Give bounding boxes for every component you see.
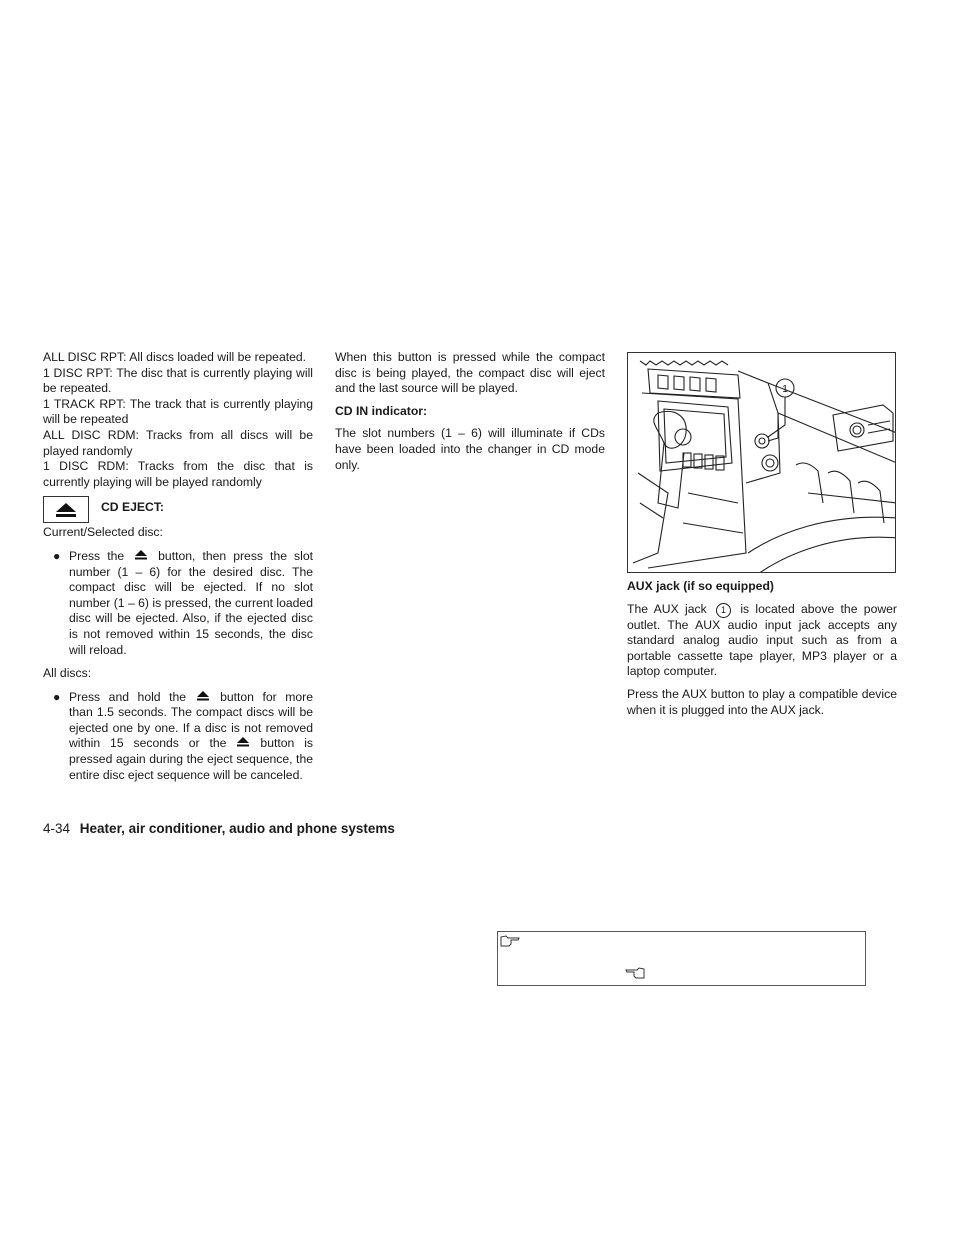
figure-callout: 1	[782, 384, 788, 395]
aux-button-paragraph: Press the AUX button to play a compatible device when it is plugged into the AUX jack.	[627, 686, 897, 717]
column-right	[627, 352, 897, 718]
section-title: Heater, air conditioner, audio and phone systems	[79, 821, 395, 836]
reference-box	[497, 931, 866, 986]
column-left	[43, 350, 313, 783]
bullet-icon: ●	[53, 689, 61, 704]
mode-line-all-disc-rpt: ALL DISC RPT: All discs loaded will be repeated.	[43, 350, 307, 364]
aux-jack-paragraph: The AUX jack 1 is located above the power outlet. The AUX audio input jack accepts any standard analog audio input such as from a portable cassette tape player, MP3 player or a laptop computer.	[627, 601, 897, 679]
list-item: ● Press and hold the button for more than 1.5 seconds. The compact discs will be ejected one by one. If a disc is not removed within 15 seconds or the button is pressed again during the eject sequence, the entire disc eject sequence will be canceled.	[53, 689, 313, 782]
cd-in-paragraph: The slot numbers (1 – 6) will illuminate if CDs have been loaded into the changer in CD mode only.	[335, 426, 605, 472]
all-discs-label: All discs:	[43, 666, 92, 681]
eject-icon	[124, 549, 158, 565]
current-disc-list	[43, 549, 313, 658]
eject-icon	[226, 736, 260, 752]
all-discs-list	[43, 690, 313, 784]
cd-eject-heading-row	[43, 496, 313, 523]
pointing-hand-left-icon	[625, 966, 645, 985]
page-footer	[43, 821, 395, 837]
aux-jack-illustration	[627, 352, 896, 573]
eject-icon	[43, 496, 89, 523]
cd-eject-heading: CD EJECT:	[101, 500, 164, 515]
list-item: ● Press the button, then press the slot number (1 – 6) for the desired disc. The compact disc will be ejected. If no slot number (1 – 6) is pressed, the current loaded disc will be ejected. Also, if the ejected disc is not removed within 15 seconds, the disc will reload.	[53, 548, 313, 657]
pointing-hand-right-icon	[500, 934, 520, 953]
current-disc-label: Current/Selected disc:	[43, 525, 163, 540]
column-middle	[335, 350, 605, 473]
mode-line-1-track-rpt: 1 TRACK RPT: The track that is currently playing will be repeated	[43, 396, 313, 427]
figure-caption: AUX jack (if so equipped)	[627, 579, 774, 593]
page-number: 4-34	[43, 821, 71, 836]
mode-line-all-disc-rdm: ALL DISC RDM: Tracks from all discs will be played randomly	[43, 427, 313, 458]
eject-icon	[186, 690, 220, 706]
bullet-icon: ●	[53, 548, 61, 563]
callout-number: 1	[716, 603, 731, 618]
eject-intro-paragraph: When this button is pressed while the compact disc is being played, the compact disc will eject and the last source will be played.	[335, 350, 605, 396]
cd-in-heading: CD IN indicator:	[335, 403, 428, 418]
mode-line-1-disc-rpt: 1 DISC RPT: The disc that is currently playing will be repeated.	[43, 365, 313, 396]
mode-line-1-disc-rdm: 1 DISC RDM: Tracks from the disc that is currently playing will be played randomly	[43, 459, 313, 489]
